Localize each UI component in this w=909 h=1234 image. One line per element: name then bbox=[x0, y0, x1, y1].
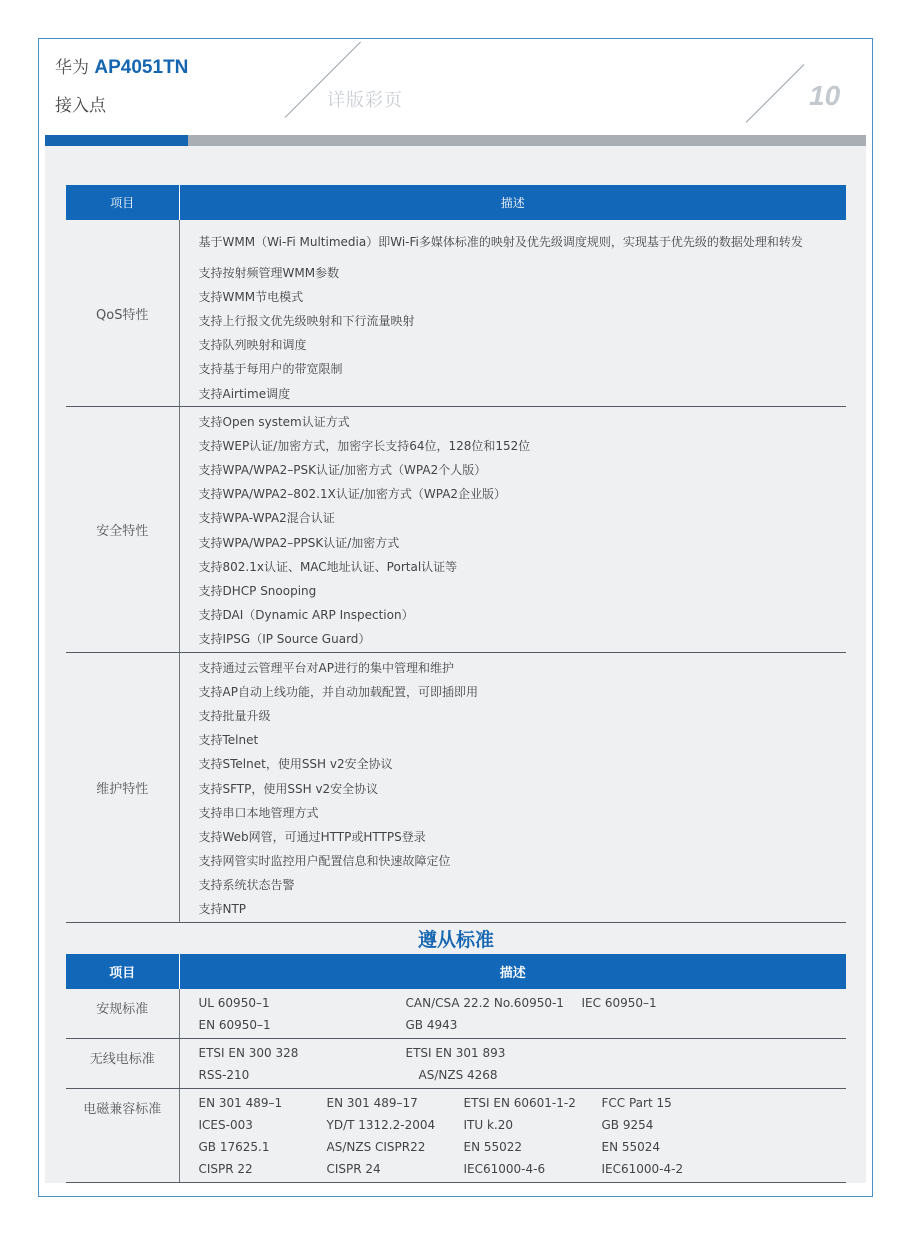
feature-category: 安全特性 bbox=[66, 407, 179, 653]
standard-item: EN 55022 bbox=[463, 1140, 523, 1154]
standard-item: CISPR 24 bbox=[326, 1162, 381, 1176]
standard-item: AS/NZS CISPR22 bbox=[326, 1140, 426, 1154]
standard-item: ETSI EN 300 328 bbox=[198, 1046, 299, 1060]
page-number: 10 bbox=[809, 80, 841, 111]
feature-item: 支持WPA/WPA2–PSK认证/加密方式（WPA2个人版） bbox=[198, 463, 487, 478]
standard-item: IEC 60950–1 bbox=[581, 996, 657, 1010]
model-name: AP4051TN bbox=[94, 57, 189, 78]
standard-item: CISPR 22 bbox=[198, 1162, 253, 1176]
feature-item: 支持SFTP，使用SSH v2安全协议 bbox=[198, 781, 379, 796]
standard-item: ETSI EN 301 893 bbox=[405, 1046, 506, 1060]
standard-item: EN 301 489–1 bbox=[198, 1096, 283, 1110]
standard-list bbox=[179, 1089, 846, 1183]
feature-item: 支持Airtime调度 bbox=[198, 386, 291, 401]
standards-table bbox=[66, 954, 846, 1183]
standard-row bbox=[199, 1092, 847, 1114]
standard-item: ETSI EN 60601-1-2 bbox=[463, 1096, 576, 1110]
table-row bbox=[66, 989, 846, 1039]
table-header-row bbox=[66, 185, 846, 220]
standard-item: YD/T 1312.2-2004 bbox=[326, 1118, 436, 1132]
standard-row bbox=[199, 1158, 847, 1180]
feature-item: 支持批量升级 bbox=[198, 708, 271, 723]
standard-item: IEC61000-4-6 bbox=[463, 1162, 546, 1176]
standard-category: 无线电标准 bbox=[66, 1039, 179, 1089]
column-header-desc: 描述 bbox=[179, 185, 846, 220]
feature-item: 支持按射频管理WMM参数 bbox=[198, 265, 340, 280]
table-row bbox=[66, 1039, 846, 1089]
standard-item: GB 17625.1 bbox=[198, 1140, 270, 1154]
feature-item: 支持DAI（Dynamic ARP Inspection） bbox=[198, 608, 414, 623]
standard-item: GB 9254 bbox=[601, 1118, 654, 1132]
feature-item: 支持WPA-WPA2混合认证 bbox=[198, 511, 335, 526]
standard-category: 电磁兼容标准 bbox=[66, 1089, 179, 1183]
standard-item: ITU k.20 bbox=[463, 1118, 513, 1132]
standard-item: EN 55024 bbox=[601, 1140, 661, 1154]
feature-list bbox=[179, 220, 846, 407]
feature-item: 支持IPSG（IP Source Guard） bbox=[198, 632, 371, 647]
feature-item: 支持Telnet bbox=[198, 733, 259, 748]
standard-list bbox=[179, 1039, 846, 1089]
feature-item: 支持NTP bbox=[198, 902, 247, 917]
standard-item: GB 4943 bbox=[405, 1018, 458, 1032]
feature-item: 支持上行报文优先级映射和下行流量映射 bbox=[198, 313, 415, 328]
feature-item: 支持AP自动上线功能，并自动加载配置，可即插即用 bbox=[198, 684, 478, 699]
column-header-desc: 描述 bbox=[179, 954, 846, 989]
feature-item: 支持网管实时监控用户配置信息和快速故障定位 bbox=[198, 854, 451, 869]
standard-item: ICES-003 bbox=[198, 1118, 253, 1132]
feature-item: 支持STelnet，使用SSH v2安全协议 bbox=[198, 757, 393, 772]
standard-category: 安规标准 bbox=[66, 989, 179, 1039]
standard-item: UL 60950–1 bbox=[198, 996, 270, 1010]
standard-item: FCC Part 15 bbox=[601, 1096, 672, 1110]
table-header-row bbox=[66, 954, 846, 989]
feature-list bbox=[179, 653, 846, 923]
brand-title bbox=[55, 53, 188, 79]
feature-category: 维护特性 bbox=[66, 653, 179, 923]
brand-prefix: 华为 bbox=[55, 58, 89, 78]
feature-item: 支持系统状态告警 bbox=[198, 878, 295, 893]
feature-item: 支持WMM节电模式 bbox=[198, 289, 304, 304]
header-band bbox=[45, 135, 866, 146]
feature-item: 支持WEP认证/加密方式，加密字长支持64位，128位和152位 bbox=[198, 438, 531, 453]
feature-item: 支持通过云管理平台对AP进行的集中管理和维护 bbox=[198, 660, 454, 675]
table-row bbox=[66, 220, 846, 407]
table-row bbox=[66, 653, 846, 923]
standard-list bbox=[179, 989, 846, 1039]
detail-label: 详版彩页 bbox=[327, 90, 403, 111]
standard-row bbox=[199, 992, 847, 1014]
feature-list bbox=[179, 407, 846, 653]
standard-row bbox=[199, 1042, 847, 1064]
features-table bbox=[66, 185, 846, 923]
standard-row bbox=[199, 1064, 847, 1086]
standard-item: EN 301 489–17 bbox=[326, 1096, 418, 1110]
header-band-accent bbox=[45, 135, 188, 146]
table-row bbox=[66, 1089, 846, 1183]
feature-category: QoS特性 bbox=[66, 220, 179, 407]
standard-item: AS/NZS 4268 bbox=[418, 1068, 498, 1082]
standard-row bbox=[199, 1014, 847, 1036]
standard-row bbox=[199, 1114, 847, 1136]
feature-item: 支持Open system认证方式 bbox=[198, 414, 350, 429]
feature-item: 基于WMM（Wi-Fi Multimedia）即Wi-Fi多媒体标准的映射及优先级调度规则，实现基于优先级的数据处理和转发 bbox=[198, 234, 803, 249]
page-subtitle: 接入点 bbox=[55, 96, 106, 116]
feature-item: 支持基于每用户的带宽限制 bbox=[198, 362, 343, 377]
column-header-item: 项目 bbox=[66, 954, 179, 989]
feature-item: 支持Web网管，可通过HTTP或HTTPS登录 bbox=[198, 829, 426, 844]
standard-item: IEC61000-4-2 bbox=[601, 1162, 684, 1176]
table-row bbox=[66, 407, 846, 653]
feature-item: 支持WPA/WPA2–PPSK认证/加密方式 bbox=[198, 535, 400, 550]
standard-item: EN 60950–1 bbox=[198, 1018, 271, 1032]
standard-row bbox=[199, 1136, 847, 1158]
feature-item: 支持队列映射和调度 bbox=[198, 338, 307, 353]
feature-item: 支持802.1x认证、MAC地址认证、Portal认证等 bbox=[198, 559, 458, 574]
feature-item: 支持串口本地管理方式 bbox=[198, 805, 319, 820]
column-header-item: 项目 bbox=[66, 185, 179, 220]
standard-item: RSS-210 bbox=[198, 1068, 250, 1082]
feature-item: 支持WPA/WPA2–802.1X认证/加密方式（WPA2企业版） bbox=[198, 487, 507, 502]
standard-item: CAN/CSA 22.2 No.60950-1 bbox=[405, 996, 564, 1010]
feature-item: 支持DHCP Snooping bbox=[198, 584, 317, 599]
standards-title: 遵从标准 bbox=[417, 929, 494, 951]
